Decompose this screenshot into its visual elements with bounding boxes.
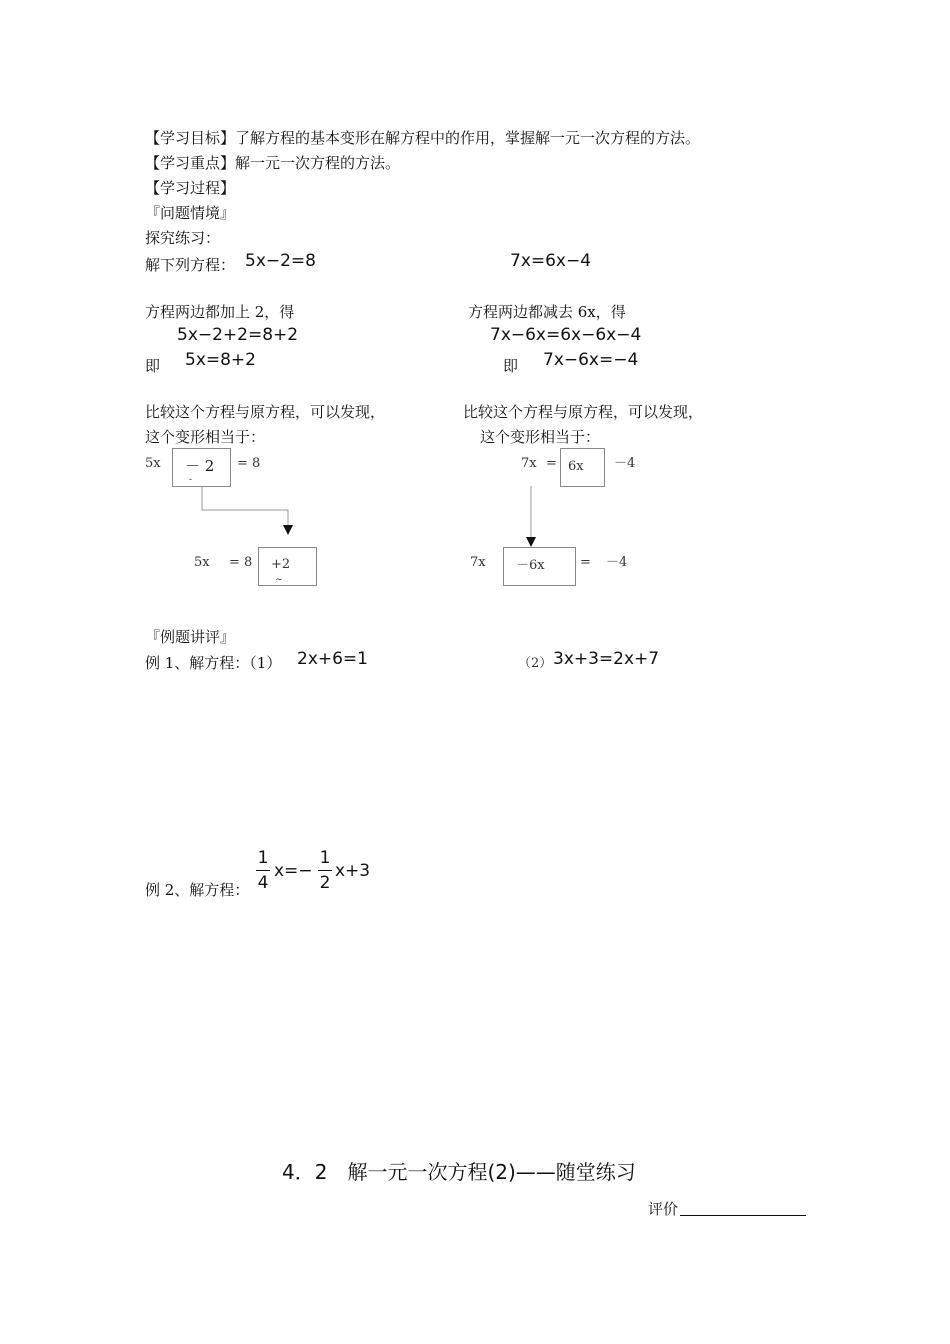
practice-title: 4．2 解一元一次方程(2)——随堂练习	[282, 1160, 636, 1184]
example1-equation1: 2x+6=1	[297, 649, 368, 669]
example2-frac1-denominator: 4	[257, 873, 269, 893]
evaluation-label: 评价	[648, 1200, 679, 1218]
example1-equation2: 3x+3=2x+7	[553, 649, 660, 669]
learning-goal: 【学习目标】了解方程的基本变形在解方程中的作用，掌握解一元一次方程的方法。	[145, 129, 701, 147]
right-diagram-eq: =	[546, 456, 557, 471]
right-diagram2-box	[503, 547, 576, 586]
right-diagram-lhs: 7x	[521, 456, 537, 471]
example2-tail: x+3	[335, 861, 371, 881]
left-equation-step3: 5x=8+2	[185, 350, 256, 370]
left-diagram2-box	[258, 547, 317, 586]
left-compare-line1: 比较这个方程与原方程，可以发现，	[145, 403, 386, 421]
equation-left: 5x−2=8	[245, 251, 316, 271]
explore-practice: 探究练习：	[145, 229, 221, 247]
example2-frac2-bar	[318, 870, 332, 871]
right-ji: 即	[503, 357, 519, 375]
equation-right: 7x=6x−4	[510, 251, 592, 271]
solve-prompt: 解下列方程：	[145, 256, 236, 274]
right-compare-line1: 比较这个方程与原方程，可以发现，	[463, 403, 704, 421]
left-diagram2-box-text: +2	[271, 557, 291, 572]
learning-process: 【学习过程】	[145, 179, 236, 197]
evaluation-blank-line	[680, 1215, 806, 1216]
example2-frac2-denominator: 2	[319, 873, 331, 893]
left-step-text: 方程两边都加上 2，得	[145, 303, 295, 321]
left-diagram2-eq: = 8	[229, 555, 253, 570]
right-diagram-rhs: －4	[614, 456, 636, 471]
left-compare-line2: 这个变形相当于：	[145, 428, 266, 446]
example2-frac2-numerator: 1	[319, 848, 331, 868]
left-diagram-lhs: 5x	[145, 456, 161, 471]
left-ji: 即	[145, 357, 161, 375]
right-diagram2-rhs: －4	[606, 555, 628, 570]
right-equation-step3: 7x−6x=−4	[543, 350, 639, 370]
left-diagram-eq: = 8	[237, 456, 261, 471]
example2-frac1-numerator: 1	[257, 848, 269, 868]
example1-label: 例 1、解方程：（1）	[145, 654, 282, 672]
right-diagram2-eq: =	[580, 555, 591, 570]
left-diagram2-box-mark: ~	[275, 575, 283, 585]
example1-part2-label: （2）	[518, 656, 553, 671]
example2-middle: x=−	[274, 861, 313, 881]
right-diagram-box-text: 6x	[568, 459, 584, 474]
left-diagram-box-text: － 2	[185, 457, 215, 475]
example2-label: 例 2、解方程：	[145, 881, 250, 899]
examples-heading: 『例题讲评』	[145, 628, 236, 646]
left-diagram2-lhs: 5x	[194, 555, 210, 570]
example2-frac1-bar	[256, 870, 270, 871]
left-diagram-box	[172, 448, 231, 487]
right-compare-line2: 这个变形相当于：	[480, 428, 601, 446]
problem-scenario: 『问题情境』	[145, 204, 236, 222]
right-diagram-box	[560, 448, 605, 487]
right-diagram2-box-text: －6x	[516, 558, 545, 573]
right-equation-step2: 7x−6x=6x−6x−4	[490, 325, 642, 345]
right-step-text: 方程两边都减去 6x，得	[468, 303, 626, 321]
right-diagram2-lhs: 7x	[470, 555, 486, 570]
learning-focus: 【学习重点】解一元一次方程的方法。	[145, 154, 401, 172]
left-diagram-box-mark: -	[189, 475, 193, 485]
left-equation-step2: 5x−2+2=8+2	[177, 325, 299, 345]
